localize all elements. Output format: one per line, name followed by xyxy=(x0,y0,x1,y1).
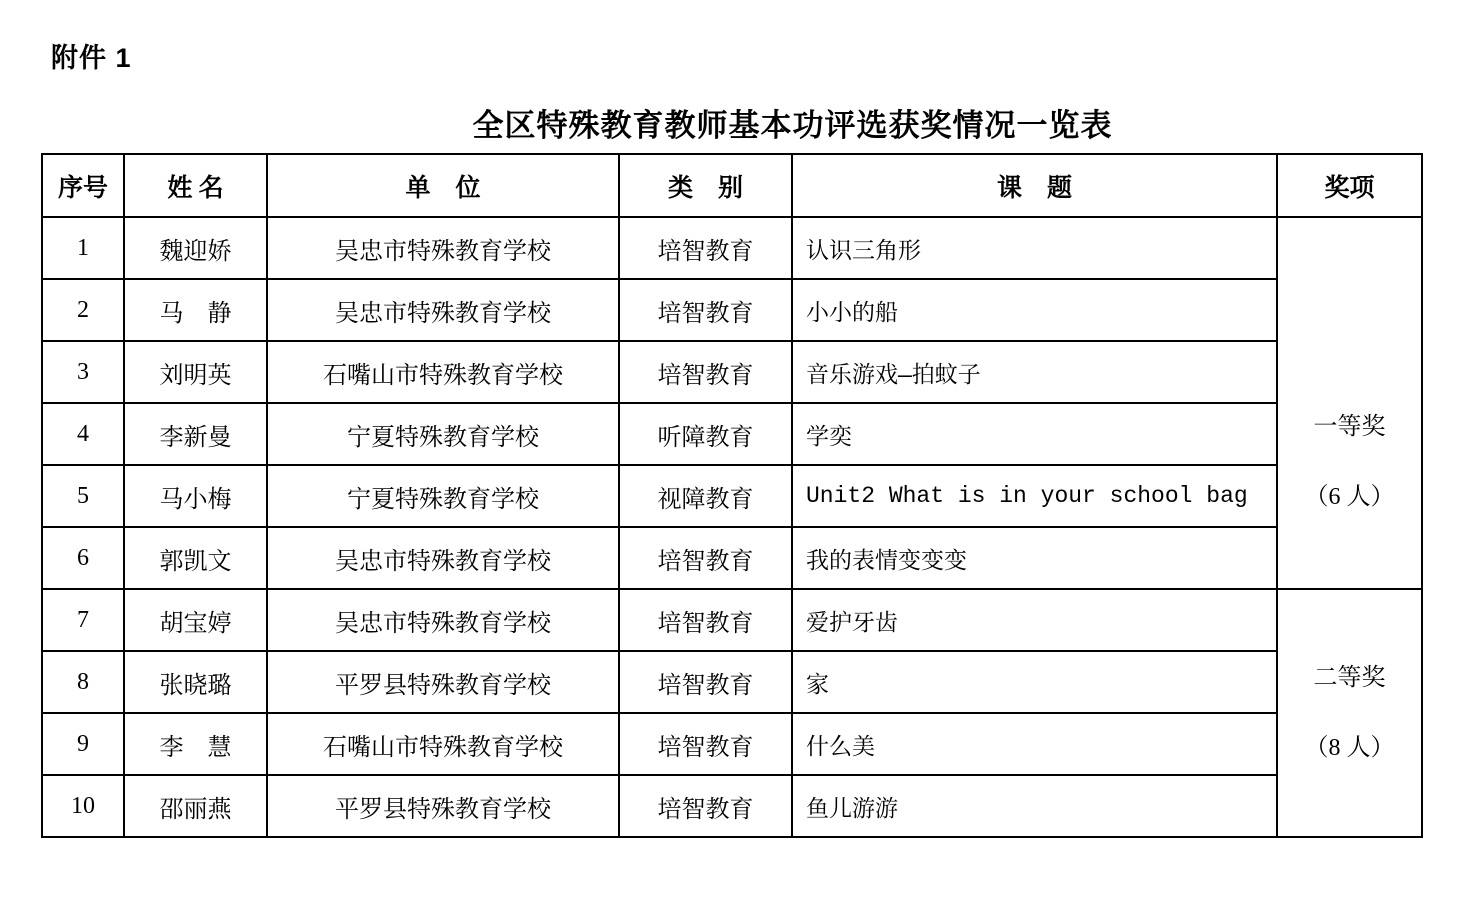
cell-unit: 平罗县特殊教育学校 xyxy=(267,775,619,837)
cell-serial: 4 xyxy=(42,403,124,465)
cell-category: 培智教育 xyxy=(619,527,792,589)
page-title: 全区特殊教育教师基本功评选获奖情况一览表 xyxy=(472,108,1113,143)
cell-topic: 我的表情变变变 xyxy=(792,527,1277,589)
cell-unit: 石嘴山市特殊教育学校 xyxy=(267,341,619,403)
cell-name: 李新曼 xyxy=(124,403,267,465)
award-count: （8 人） xyxy=(1304,735,1395,761)
cell-award xyxy=(1277,217,1422,589)
cell-serial: 10 xyxy=(42,775,124,837)
cell-category: 培智教育 xyxy=(619,279,792,341)
table-header-row xyxy=(42,154,1422,217)
cell-category: 培智教育 xyxy=(619,713,792,775)
header-category: 类 别 xyxy=(619,154,792,217)
cell-category: 培智教育 xyxy=(619,775,792,837)
header-name: 姓 名 xyxy=(124,154,267,217)
cell-topic: 什么美 xyxy=(792,713,1277,775)
table-row xyxy=(42,713,1422,775)
award-count: （6 人） xyxy=(1304,484,1395,510)
header-serial: 序号 xyxy=(42,154,124,217)
cell-serial: 7 xyxy=(42,589,124,651)
table-row xyxy=(42,341,1422,403)
header-unit: 单 位 xyxy=(267,154,619,217)
table-row xyxy=(42,403,1422,465)
cell-category: 听障教育 xyxy=(619,403,792,465)
cell-unit: 平罗县特殊教育学校 xyxy=(267,651,619,713)
cell-name: 李 慧 xyxy=(124,713,267,775)
cell-unit: 吴忠市特殊教育学校 xyxy=(267,217,619,279)
table-row xyxy=(42,279,1422,341)
cell-name: 马 静 xyxy=(124,279,267,341)
table-row xyxy=(42,589,1422,651)
cell-category: 培智教育 xyxy=(619,341,792,403)
table-row xyxy=(42,465,1422,527)
table-row xyxy=(42,651,1422,713)
cell-topic: 鱼儿游游 xyxy=(792,775,1277,837)
cell-topic: 小小的船 xyxy=(792,279,1277,341)
cell-name: 张晓璐 xyxy=(124,651,267,713)
awards-table xyxy=(41,153,1423,838)
cell-unit: 吴忠市特殊教育学校 xyxy=(267,527,619,589)
cell-category: 培智教育 xyxy=(619,217,792,279)
cell-serial: 3 xyxy=(42,341,124,403)
cell-serial: 6 xyxy=(42,527,124,589)
cell-serial: 1 xyxy=(42,217,124,279)
cell-unit: 吴忠市特殊教育学校 xyxy=(267,589,619,651)
attachment-label: 附件 1 xyxy=(51,43,132,73)
cell-name: 邵丽燕 xyxy=(124,775,267,837)
cell-name: 马小梅 xyxy=(124,465,267,527)
table-row xyxy=(42,527,1422,589)
table-row xyxy=(42,217,1422,279)
cell-serial: 2 xyxy=(42,279,124,341)
cell-topic: Unit2 What is in your school bag xyxy=(792,465,1277,527)
cell-category: 培智教育 xyxy=(619,589,792,651)
cell-topic: 音乐游戏—拍蚊子 xyxy=(792,341,1277,403)
cell-serial: 9 xyxy=(42,713,124,775)
cell-name: 魏迎娇 xyxy=(124,217,267,279)
cell-serial: 5 xyxy=(42,465,124,527)
award-label: 二等奖 xyxy=(1313,665,1386,691)
cell-topic: 认识三角形 xyxy=(792,217,1277,279)
cell-unit: 吴忠市特殊教育学校 xyxy=(267,279,619,341)
cell-name: 胡宝婷 xyxy=(124,589,267,651)
cell-topic: 学奕 xyxy=(792,403,1277,465)
cell-unit: 石嘴山市特殊教育学校 xyxy=(267,713,619,775)
cell-category: 培智教育 xyxy=(619,651,792,713)
cell-award xyxy=(1277,589,1422,837)
award-label: 一等奖 xyxy=(1313,414,1386,440)
cell-serial: 8 xyxy=(42,651,124,713)
cell-topic: 爱护牙齿 xyxy=(792,589,1277,651)
cell-category: 视障教育 xyxy=(619,465,792,527)
header-award: 奖项 xyxy=(1277,154,1422,217)
header-topic: 课 题 xyxy=(792,154,1277,217)
table-row xyxy=(42,775,1422,837)
cell-unit: 宁夏特殊教育学校 xyxy=(267,403,619,465)
cell-name: 刘明英 xyxy=(124,341,267,403)
cell-topic: 家 xyxy=(792,651,1277,713)
cell-name: 郭凯文 xyxy=(124,527,267,589)
cell-unit: 宁夏特殊教育学校 xyxy=(267,465,619,527)
